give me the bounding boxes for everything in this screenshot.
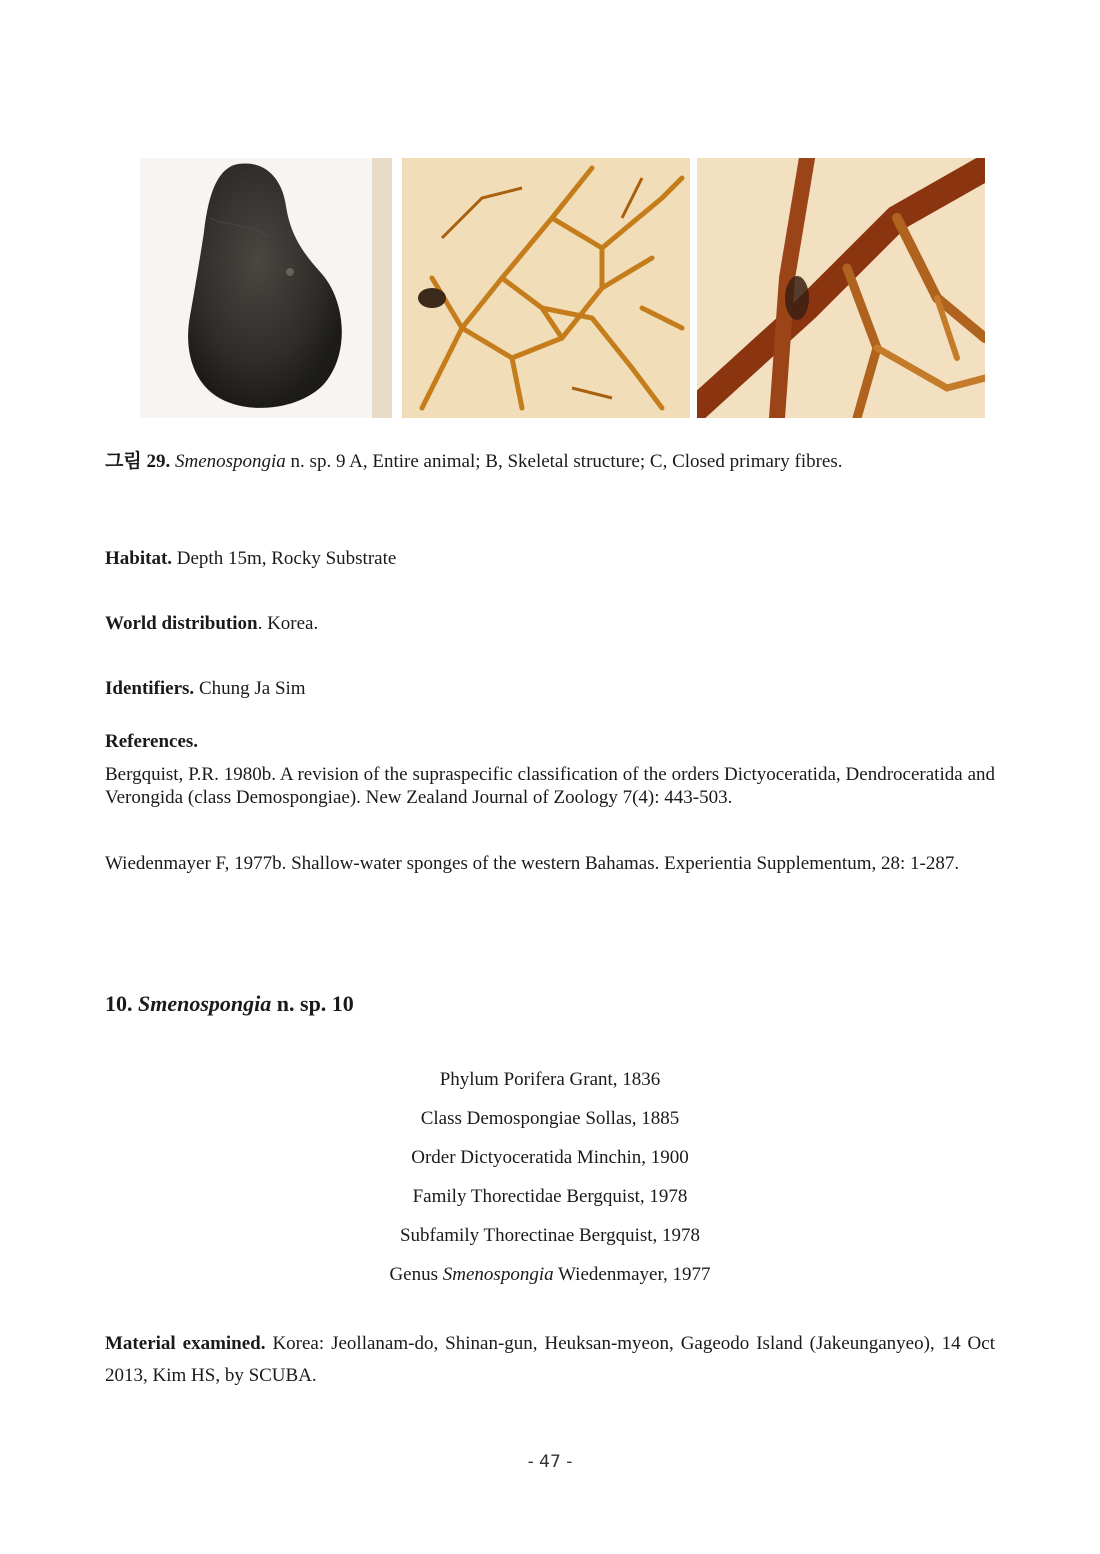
figure-caption-genus: Smenospongia [174,451,286,472]
sponge-photo [140,158,392,418]
taxonomy-subfamily: Subfamily Thorectinae Bergquist, 1978 [399,1225,701,1246]
reference-item: Wiedenmayer F, 1977b. Shallow-water sponges of the western Bahamas. Experientia Supplementum, 28: 1-287. [105,853,960,874]
taxonomy-genus-name: Smenospongia [442,1264,554,1285]
figure-panel-skeletal-structure [402,158,690,418]
figure-caption [105,446,995,478]
identifiers-label: Identifiers. [105,678,195,699]
figure-caption-text: n. sp. 9 A, Entire animal; B, Skeletal structure; C, Closed primary fibres. [285,451,843,472]
skeleton-photo [402,158,690,418]
identifiers-line [105,673,995,705]
taxonomy-genus-prefix: Genus [389,1264,443,1285]
species-suffix: n. sp. 10 [271,991,354,1016]
taxonomy-genus-suffix: Wiedenmayer, 1977 [553,1264,711,1285]
figure-panel-primary-fibres [697,158,985,418]
taxonomy-order: Order Dictyoceratida Minchin, 1900 [411,1147,689,1168]
distribution-value: . Korea. [257,613,319,634]
page-number: - 47 - [527,1452,573,1472]
taxonomy-class: Class Demospongiae Sollas, 1885 [420,1108,680,1129]
distribution-line [105,608,995,640]
species-genus: Smenospongia [138,991,272,1016]
habitat-value: Depth 15m, Rocky Substrate [172,548,397,569]
figure-panel-entire-animal [140,158,392,418]
habitat-label: Habitat. [105,548,173,569]
species-heading [105,988,995,1020]
references-heading: References. [105,731,199,752]
reference-item: Bergquist, P.R. 1980b. A revision of the supraspecific classification of the orders Dictyoceratida, Dendroceratida and Verongida (class Demospongiae). New Zealand Journal of Zoology 7(4): 443-503. [105,764,995,808]
species-number: 10. [105,991,138,1016]
fibres-photo [697,158,985,418]
distribution-label: World distribution [105,613,258,634]
material-value: Korea: Jeollanam-do, Shinan-gun, Heuksan-myeon, Gageodo Island (Jakeunganyeo), 14 Oct 2013, Kim HS, by SCUBA. [105,1333,995,1386]
taxonomy-genus [105,1255,995,1294]
taxonomy-phylum: Phylum Porifera Grant, 1836 [439,1069,661,1090]
figure-row [140,158,985,418]
habitat-line [105,543,995,575]
taxonomy-family: Family Thorectidae Bergquist, 1978 [412,1186,688,1207]
figure-caption-label: 그림 29. [105,451,171,472]
identifiers-value: Chung Ja Sim [194,678,306,699]
material-label: Material examined. [105,1333,266,1354]
material-examined [105,1328,995,1392]
